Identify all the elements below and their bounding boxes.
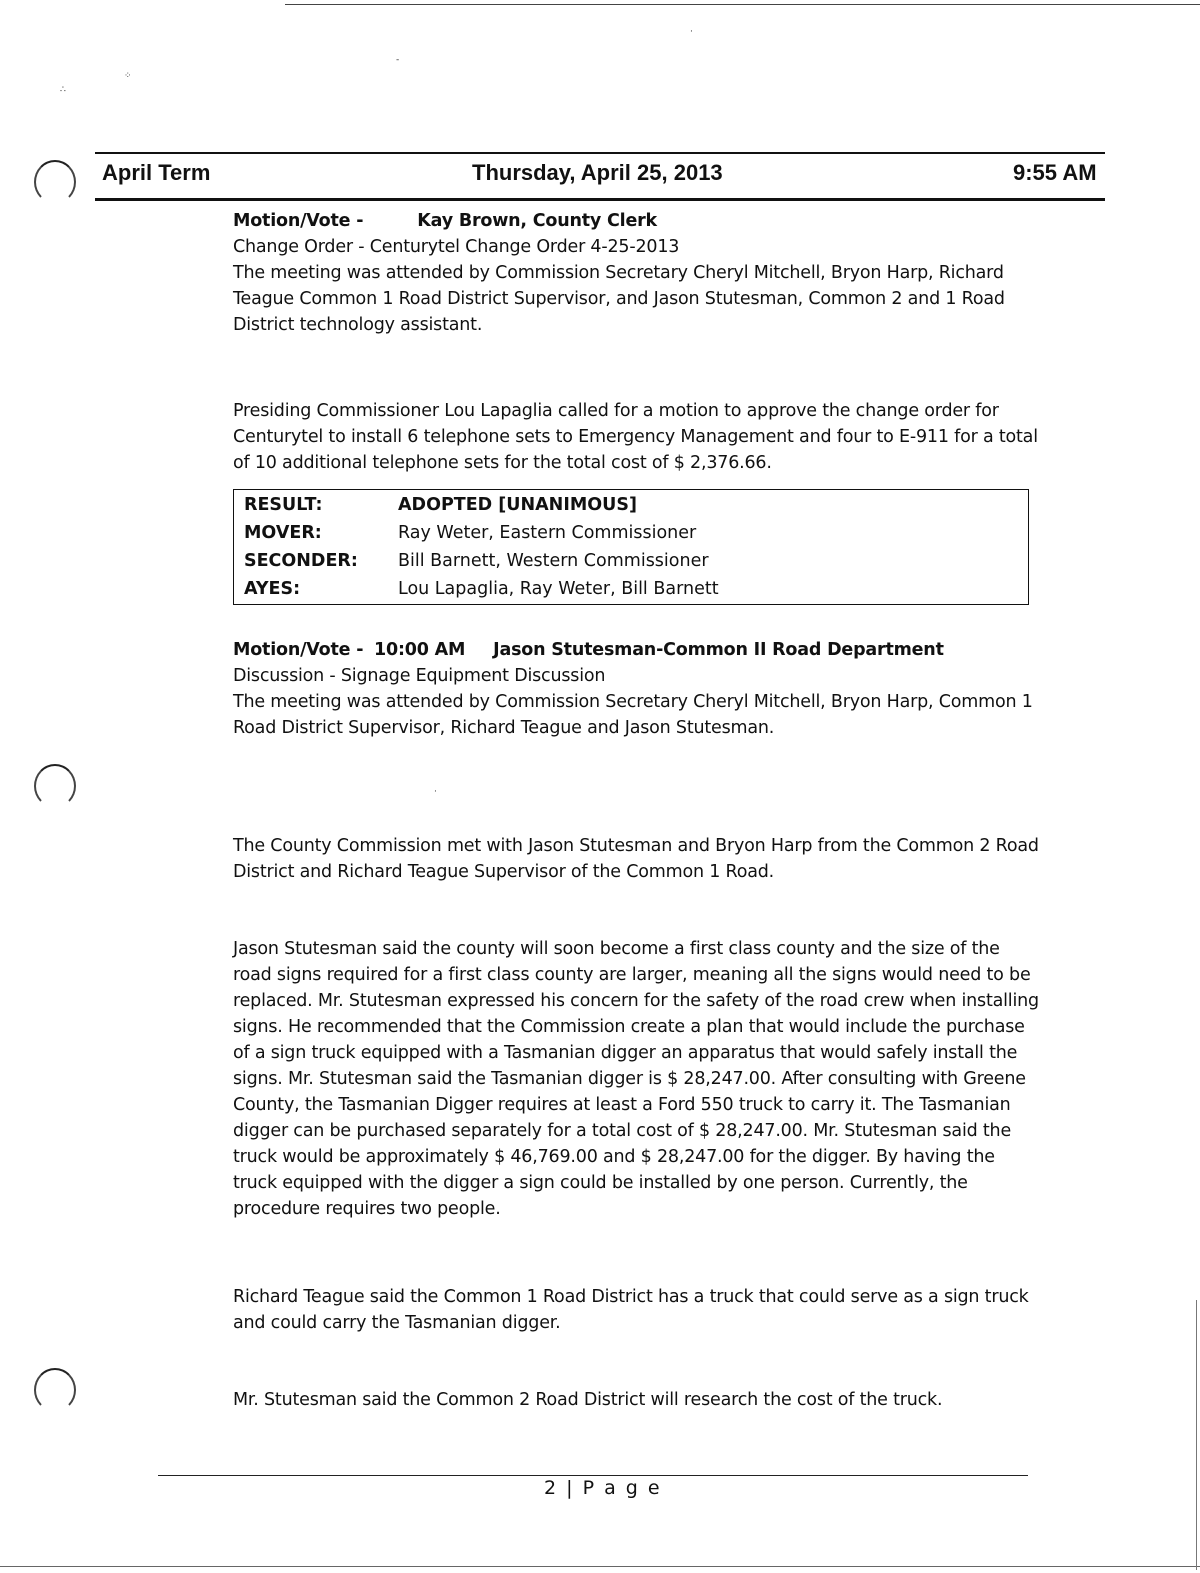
scan-top-edge-line: [285, 4, 1200, 5]
item2-paragraph-1: [233, 833, 1043, 885]
item1-attendance: The meeting was attended by Commission Secretary Cheryl Mitchell, Bryon Harp, Richard Teague Common 1 Road District Supervisor, and Jason Stutesman, Common 2 and 1 Road District technology assistant.: [233, 263, 1005, 335]
item2-para4-text: Mr. Stutesman said the Common 2 Road District will research the cost of the truck.: [233, 1390, 943, 1410]
agenda-item-1: [233, 208, 1043, 338]
item1-type-line: Change Order - Centurytel Change Order 4-25-2013: [233, 237, 680, 257]
footer-rule: [158, 1475, 1028, 1476]
item1-motion-label: Motion/Vote -: [233, 211, 364, 231]
scan-speck: ⁘: [124, 71, 132, 81]
item2-paragraph-3: [233, 1284, 1043, 1336]
seconder-value: Bill Barnett, Western Commissioner: [398, 551, 709, 571]
scan-speck: ·: [690, 27, 693, 37]
agenda-item-2: [233, 637, 1043, 741]
item1-motion-paragraph: [233, 398, 1043, 476]
page-number: 2 | P a g e: [544, 1477, 662, 1499]
meeting-time: 9:55 AM: [1013, 160, 1097, 185]
header-top-rule: [95, 152, 1105, 154]
item2-time: 10:00 AM: [374, 640, 466, 660]
result-label: RESULT:: [244, 495, 323, 515]
vote-result-box: [233, 489, 1029, 605]
result-value: ADOPTED [UNANIMOUS]: [398, 495, 637, 515]
mover-value: Ray Weter, Eastern Commissioner: [398, 523, 697, 543]
item2-para2-text: Jason Stutesman said the county will soon become a first class county and the size of the road signs required for a first class county are larger, meaning all the signs would need to be replaced. Mr. Stutesman expressed his concern for the safety of the road crew when installing signs. He recommended that the Commission create a plan that would include the purchase of a sign truck equipped with a Tasmanian digger an apparatus that would safely install the signs. Mr. Stutesman said the Tasmanian digger is $ 28,247.00. After consulting with Greene County, the Tasmanian Digger requires at least a Ford 550 truck to carry it. The Tasmanian digger can be purchased separately for a total cost of $ 28,247.00. Mr. Stutesman said the truck would be approximately $ 46,769.00 and $ 28,247.00 for the digger. By having the truck equipped with the digger a sign could be installed by one person. Currently, the procedure requires two people.: [233, 939, 1039, 1219]
item1-presenter: Kay Brown, County Clerk: [417, 211, 657, 231]
scan-bottom-edge-line: [0, 1566, 1200, 1567]
item1-motion-text: Presiding Commissioner Lou Lapaglia called for a motion to approve the change order for Centurytel to install 6 telephone sets to Emergency Management and four to E-911 for a total of 10 additional telephone sets for the total cost of $ 2,376.66.: [233, 401, 1038, 473]
item2-heading: [233, 637, 1043, 663]
binder-hole-bottom: [34, 1368, 76, 1412]
ayes-value: Lou Lapaglia, Ray Weter, Bill Barnett: [398, 579, 719, 599]
scan-right-edge-line: [1196, 1300, 1197, 1570]
item2-para1-text: The County Commission met with Jason Stutesman and Bryon Harp from the Common 2 Road District and Richard Teague Supervisor of the Common 1 Road.: [233, 836, 1039, 882]
item2-attendance: The meeting was attended by Commission Secretary Cheryl Mitchell, Bryon Harp, Common 1 Road District Supervisor, Richard Teague and Jason Stutesman.: [233, 692, 1033, 738]
item2-paragraph-4: [233, 1387, 1043, 1413]
header-bottom-rule: [95, 198, 1105, 201]
meeting-date: Thursday, April 25, 2013: [472, 160, 723, 185]
ayes-label: AYES:: [244, 579, 301, 599]
scan-speck: -: [396, 55, 400, 65]
item1-heading: [233, 208, 1043, 234]
item2-presenter: Jason Stutesman-Common II Road Department: [493, 640, 944, 660]
item2-paragraph-2: [233, 936, 1043, 1222]
seconder-label: SECONDER:: [244, 551, 358, 571]
term-label: April Term: [102, 160, 211, 185]
scan-speck: ·: [434, 787, 437, 797]
item2-type-line: Discussion - Signage Equipment Discussion: [233, 666, 606, 686]
item2-motion-label: Motion/Vote -: [233, 640, 364, 660]
scan-speck: ∴: [60, 85, 66, 95]
item2-para3-text: Richard Teague said the Common 1 Road District has a truck that could serve as a sign truck and could carry the Tasmanian digger.: [233, 1287, 1029, 1333]
binder-hole-middle: [34, 764, 76, 808]
binder-hole-top: [34, 160, 76, 204]
mover-label: MOVER:: [244, 523, 322, 543]
